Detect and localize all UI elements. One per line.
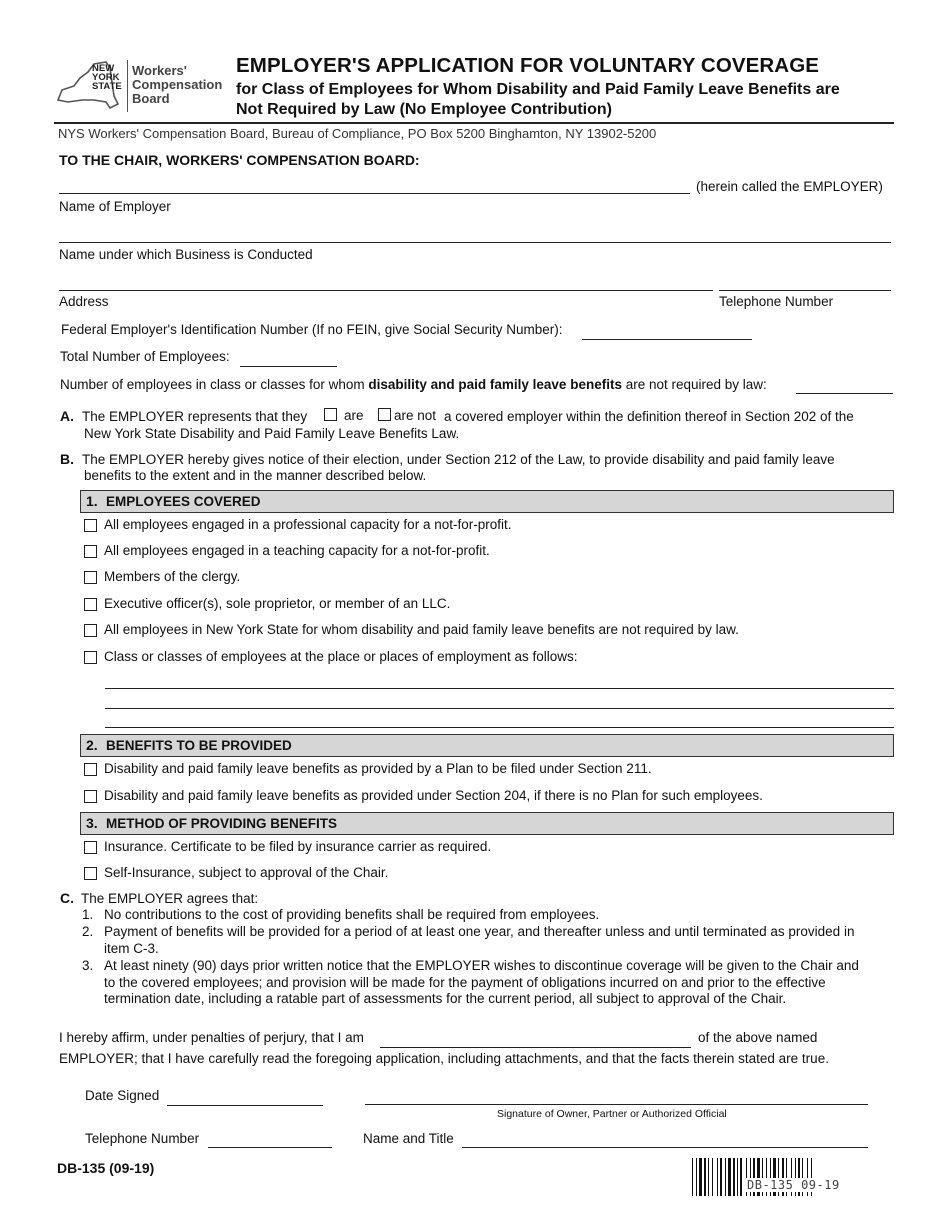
signer-telephone-label: Telephone Number <box>85 1131 200 1146</box>
section-a-letter: A. <box>60 408 74 424</box>
insurance-label: Insurance. Certificate to be filed by insurance carrier as required. <box>104 839 492 854</box>
are-not-label: are not <box>394 408 437 423</box>
barcode <box>692 1158 896 1196</box>
barcode-bar <box>712 1158 713 1196</box>
affirm-line2: EMPLOYER; that I have carefully read the foregoing application, including attachments, and that the facts therein stated are true. <box>59 1051 829 1066</box>
class-employees-label <box>60 377 767 392</box>
affirm-pre: I hereby affirm, under penalties of perjury, that I am <box>59 1030 364 1045</box>
all-employees-label: All employees in New York State for whom disability and paid family leave benefits are not required by law. <box>104 622 739 637</box>
barcode-bar <box>696 1158 697 1196</box>
barcode-bar <box>740 1158 742 1196</box>
section-c-item-1: No contributions to the cost of providing benefits shall be required from employees. <box>104 907 600 922</box>
date-signed-label: Date Signed <box>85 1088 160 1103</box>
header-rule <box>54 122 894 124</box>
signature-caption: Signature of Owner, Partner or Authorized Official <box>497 1108 727 1120</box>
barcode-bar <box>717 1158 718 1196</box>
salutation: TO THE CHAIR, WORKERS' COMPENSATION BOARD: <box>59 152 420 168</box>
class-of-employees-checkbox[interactable] <box>84 651 97 664</box>
teaching-capacity-label: All employees engaged in a teaching capacity for a not-for-profit. <box>104 543 490 558</box>
address-label: Address <box>59 294 109 309</box>
section-c-item-3-line1: At least ninety (90) days prior written notice that the EMPLOYER wishes to discontinue coverage will be given to the Chair and <box>104 958 859 973</box>
class-employees-pre: Number of employees in class or classes for whom <box>60 377 369 392</box>
form-title: EMPLOYER'S APPLICATION FOR VOLUNTARY COVERAGE <box>236 54 820 77</box>
section-c-num-3: 3. <box>82 958 94 973</box>
affirm-post: of the above named <box>698 1030 818 1045</box>
are-not-checkbox[interactable] <box>378 408 391 421</box>
section-a-text-post: a covered employer within the definition thereof in Section 202 of the <box>444 409 854 424</box>
clergy-checkbox[interactable] <box>84 571 97 584</box>
barcode-bar <box>728 1158 731 1196</box>
date-signed-field[interactable] <box>167 1105 323 1106</box>
class-description-line-2[interactable] <box>105 708 894 709</box>
section-c-intro: The EMPLOYER agrees that: <box>81 891 259 906</box>
class-description-line-3[interactable] <box>105 727 894 728</box>
section-c-item-3-line3: termination date, including a ratable part of assessments for the current period, all subject to approval of the Chair. <box>104 991 787 1006</box>
teaching-capacity-checkbox[interactable] <box>84 545 97 558</box>
all-employees-checkbox[interactable] <box>84 624 97 637</box>
employer-name-field[interactable] <box>59 193 690 194</box>
section-c-letter: C. <box>60 890 74 906</box>
barcode-bar <box>699 1158 702 1196</box>
affirm-title-field[interactable] <box>380 1047 691 1048</box>
logo-state-line2: YORK <box>92 72 120 83</box>
address-field[interactable] <box>59 290 713 291</box>
section-2-title: BENEFITS TO BE PROVIDED <box>106 738 292 753</box>
professional-capacity-checkbox[interactable] <box>84 519 97 532</box>
board-address: NYS Workers' Compensation Board, Bureau of Compliance, PO Box 5200 Binghamton, NY 13902-5200 <box>58 126 657 141</box>
self-insurance-checkbox[interactable] <box>84 867 97 880</box>
barcode-bar <box>704 1158 706 1196</box>
barcode-bar <box>733 1158 735 1196</box>
class-of-employees-label: Class or classes of employees at the place or places of employment as follows: <box>104 649 578 664</box>
section-c-num-2: 2. <box>82 924 94 939</box>
signature-field[interactable] <box>365 1104 868 1105</box>
total-employees-label: Total Number of Employees: <box>60 349 230 364</box>
business-name-label: Name under which Business is Conducted <box>59 247 313 262</box>
class-employees-bold: disability and paid family leave benefits <box>368 377 622 392</box>
section-3-number: 3. <box>86 815 98 831</box>
section-a-line2: New York State Disability and Paid Family Leave Benefits Law. <box>84 426 460 441</box>
executive-officers-label: Executive officer(s), sole proprietor, or member of an LLC. <box>104 596 451 611</box>
barcode-text: DB-135 09-19 <box>744 1178 843 1192</box>
barcode-bar <box>725 1158 726 1196</box>
employer-name-label: Name of Employer <box>59 199 171 214</box>
section-c-item-2-line2: item C-3. <box>104 941 159 956</box>
section-a-text-pre: The EMPLOYER represents that they <box>82 409 308 424</box>
form-subtitle-line1: for Class of Employees for Whom Disability and Paid Family Leave Benefits are <box>236 81 840 98</box>
section-b-line2: benefits to the extent and in the manner described below. <box>84 468 427 483</box>
professional-capacity-label: All employees engaged in a professional capacity for a not-for-profit. <box>104 517 512 532</box>
form-subtitle-line2: Not Required by Law (No Employee Contribution) <box>236 101 612 118</box>
telephone-label: Telephone Number <box>719 294 834 309</box>
barcode-bar <box>737 1158 738 1196</box>
section-1-title: EMPLOYEES COVERED <box>106 494 261 509</box>
employees-covered-header <box>80 490 894 513</box>
logo-state-line3: STATE <box>92 81 122 92</box>
business-name-field[interactable] <box>59 242 891 243</box>
fein-label: Federal Employer's Identification Number (If no FEIN, give Social Security Number): <box>61 322 563 337</box>
logo-agency-line1: Workers' <box>132 63 187 78</box>
executive-officers-checkbox[interactable] <box>84 598 97 611</box>
section-b-letter: B. <box>60 451 74 467</box>
total-employees-field[interactable] <box>240 366 337 367</box>
method-providing-header <box>80 812 894 835</box>
signer-telephone-field[interactable] <box>208 1147 332 1148</box>
herein-label: (herein called the EMPLOYER) <box>696 179 883 194</box>
barcode-bar <box>708 1158 709 1196</box>
form-id: DB-135 (09-19) <box>57 1160 155 1176</box>
section-b-line1: The EMPLOYER hereby gives notice of their election, under Section 212 of the Law, to provide disability and paid family leave <box>82 452 835 467</box>
plan-section-211-checkbox[interactable] <box>84 763 97 776</box>
barcode-bar <box>720 1158 722 1196</box>
logo-agency-line2: Compensation <box>132 77 223 92</box>
clergy-label: Members of the clergy. <box>104 569 241 584</box>
self-insurance-label: Self-Insurance, subject to approval of the Chair. <box>104 865 389 880</box>
logo-state-line1: NEW <box>92 63 115 74</box>
section-c-num-1: 1. <box>82 907 94 922</box>
logo <box>54 58 226 114</box>
are-label: are <box>344 408 364 423</box>
plan-section-211-label: Disability and paid family leave benefits as provided by a Plan to be filed under Section 211. <box>104 761 652 776</box>
section-c-item-2-line1: Payment of benefits will be provided for a period of at least one year, and thereafter unless and until terminated as provided in <box>104 924 855 939</box>
name-title-field[interactable] <box>462 1147 868 1148</box>
telephone-field[interactable] <box>719 290 891 291</box>
section-204-checkbox[interactable] <box>84 790 97 803</box>
name-title-label: Name and Title <box>363 1131 454 1146</box>
section-2-number: 2. <box>86 737 98 753</box>
benefits-provided-header <box>80 734 894 757</box>
section-3-title: METHOD OF PROVIDING BENEFITS <box>106 816 338 831</box>
logo-agency-line3: Board <box>132 91 170 106</box>
are-checkbox[interactable] <box>324 408 337 421</box>
insurance-checkbox[interactable] <box>84 841 97 854</box>
section-1-number: 1. <box>86 493 98 509</box>
barcode-bar <box>692 1158 693 1196</box>
class-description-line-1[interactable] <box>105 688 894 689</box>
section-c-item-3-line2: to the covered employees; and provision will be made for the payment of obligations incurred on and prior to the effective <box>104 975 826 990</box>
section-204-label: Disability and paid family leave benefits as provided under Section 204, if there is no Plan for such employees. <box>104 788 763 803</box>
fein-field[interactable] <box>582 339 752 340</box>
class-employees-field[interactable] <box>796 393 893 394</box>
class-employees-post: are not required by law: <box>621 377 767 392</box>
